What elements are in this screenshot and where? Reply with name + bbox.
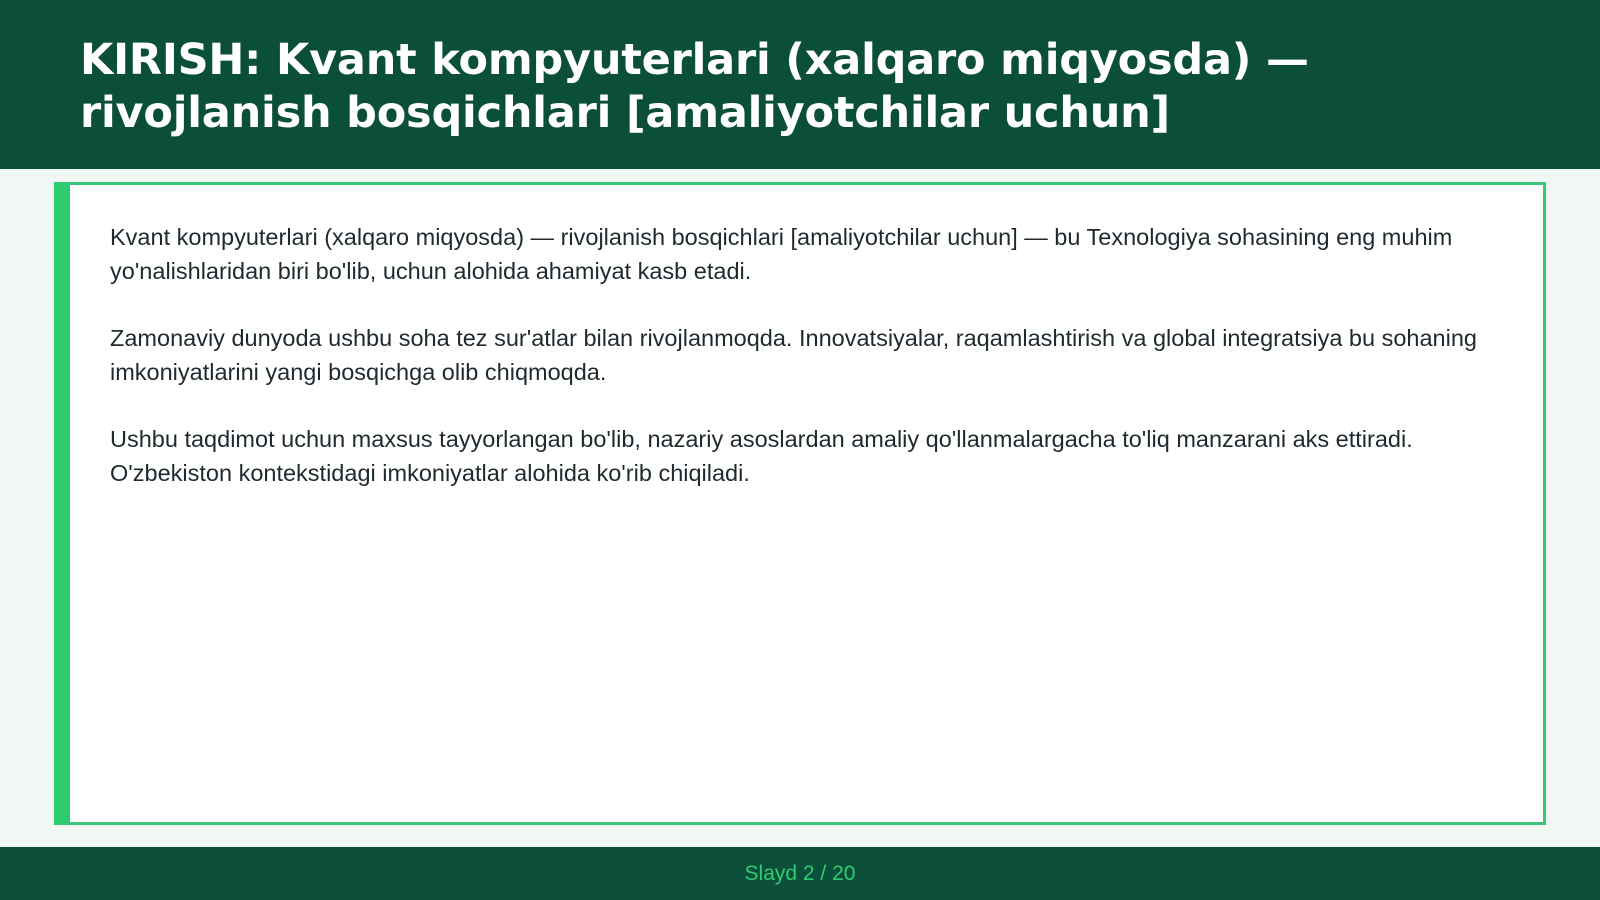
purpose-paragraph: Ushbu taqdimot uchun maxsus tayyorlangan bo'lib, nazariy asoslardan amaliy qo'llanmalargacha to'liq manzarani aks ettiradi. O'zbekiston kontekstidagi imkoniyatlar alohida ko'rib chiqiladi.: [110, 426, 1413, 486]
slide-title: KIRISH: Kvant kompyuterlari (xalqaro miqyosda) — rivojlanish bosqichlari [amaliyotchilar uchun]: [80, 35, 1309, 138]
intro-paragraph: Kvant kompyuterlari (xalqaro miqyosda) — rivojlanish bosqichlari [amaliyotchilar uchun] — bu Texnologiya sohasining eng muhim yo'nalishlaridan biri bo'lib, uchun alohida ahamiyat kasb etadi.: [110, 224, 1453, 284]
slide-footer: [0, 847, 1600, 900]
slide-header: [0, 0, 1600, 169]
slide-counter: Slayd 2 / 20: [744, 862, 856, 885]
content-card: [54, 182, 1546, 825]
context-paragraph: Zamonaviy dunyoda ushbu soha tez sur'atlar bilan rivojlanmoqda. Innovatsiyalar, raqamlashtirish va global integratsiya bu sohaning imkoniyatlarini yangi bosqichga olib chiqmoqda.: [110, 325, 1477, 385]
